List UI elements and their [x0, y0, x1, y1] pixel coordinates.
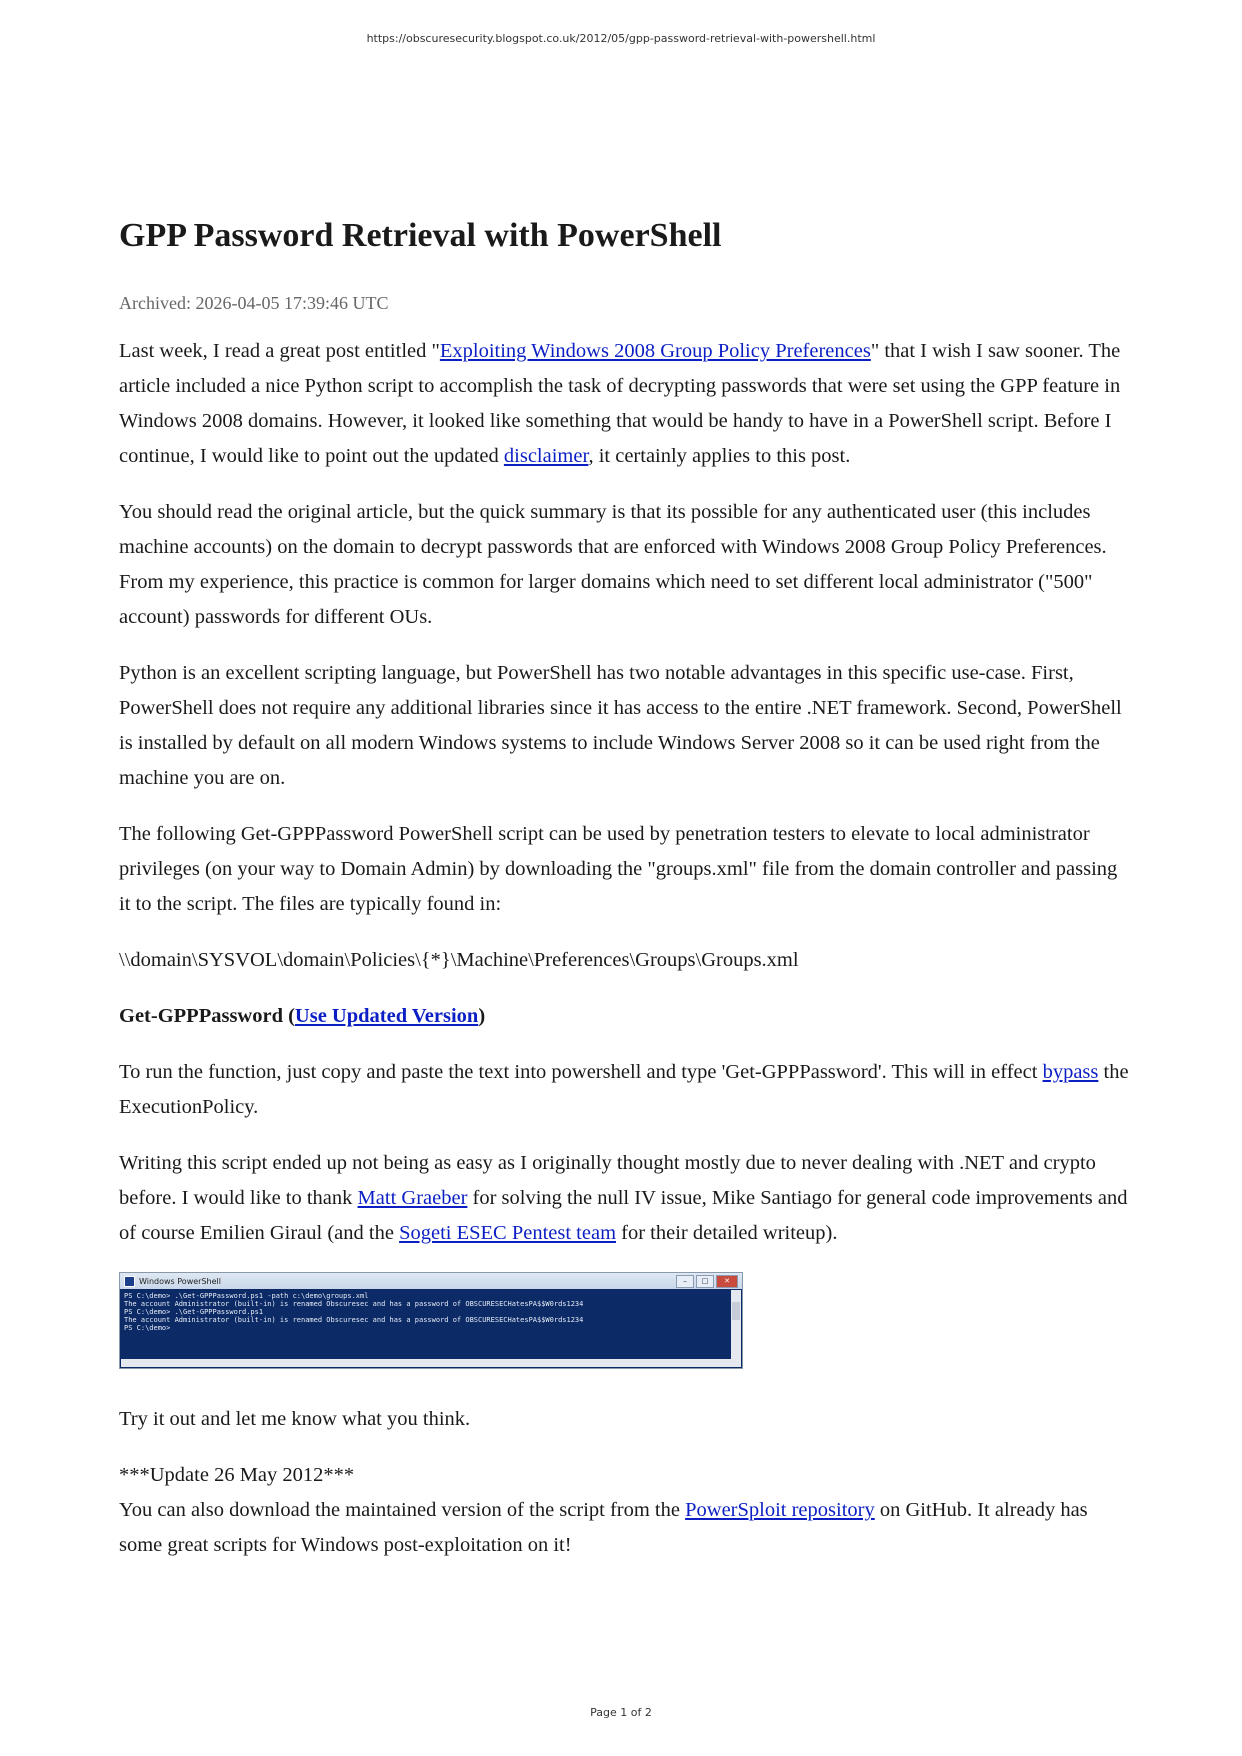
intro-text-1: Last week, I read a great post entitled " — [119, 340, 440, 362]
vertical-scrollbar — [731, 1290, 741, 1367]
link-sogeti-esec[interactable]: Sogeti ESEC Pentest team — [399, 1222, 617, 1244]
link-exploiting-gpp[interactable]: Exploiting Windows 2008 Group Policy Preferences — [439, 340, 871, 362]
paragraph-intro — [119, 334, 1129, 474]
intro-text-3: , it certainly applies to this post. — [588, 445, 851, 467]
powershell-window-title: Windows PowerShell — [139, 1276, 221, 1286]
console-line: PS C:\demo> .\Get-GPPPassword.ps1 — [124, 1308, 264, 1316]
page-title: GPP Password Retrieval with PowerShell — [119, 217, 722, 254]
paragraph-python-vs-powershell: Python is an excellent scripting language, but PowerShell has two notable advantages in this specific use-case. First, PowerShell does not require any additional libraries since it has access to the entire .NET framework. Second, PowerShell is installed by default on all modern Windows systems to include Windows Server 2008 so it can be used right from the machine you are on. — [119, 662, 1122, 789]
link-disclaimer[interactable]: disclaimer — [503, 445, 589, 467]
minimize-icon: – — [676, 1275, 694, 1288]
run-text-2: the ExecutionPolicy. — [119, 1061, 1129, 1118]
paragraph-thanks — [119, 1146, 1129, 1251]
intro-text-2: " that I wish I saw sooner. The article included a nice Python script to accomplish the task of decrypting passwords that were set using the GPP feature in Windows 2008 domains. However, it looked like something that would be handy to have in a PowerShell script. Before I continue, I would like to point out the updated — [119, 340, 1121, 467]
script-heading-text-1: Get-GPPPassword ( — [119, 1005, 295, 1027]
paragraph-run-function — [119, 1055, 1129, 1125]
update-heading: ***Update 26 May 2012*** — [119, 1464, 355, 1486]
maximize-icon: □ — [696, 1275, 714, 1288]
archived-timestamp: Archived: 2026-04-05 17:39:46 UTC — [119, 293, 389, 313]
console-line: PS C:\demo> .\Get-GPPPassword.ps1 -path c:\demo\groups.xml — [124, 1292, 369, 1300]
thanks-text-1: Writing this script ended up not being as easy as I originally thought mostly due to never dealing with .NET and crypto before. I would like to thank — [119, 1152, 1096, 1209]
page-url-header: https://obscuresecurity.blogspot.co.uk/2012/05/gpp-password-retrieval-with-powershell.html — [366, 32, 876, 45]
console-line: The account Administrator (built-in) is renamed Obscuresec and has a password of OBSCURESECHatesPA$$W0rds1234 — [124, 1316, 584, 1324]
run-text-1: To run the function, just copy and paste the text into powershell and type 'Get-GPPPassword'. This will in effect — [119, 1061, 1043, 1083]
powershell-titlebar — [120, 1273, 742, 1289]
link-bypass[interactable]: bypass — [1042, 1061, 1099, 1083]
powershell-console-output — [120, 1289, 742, 1332]
article — [119, 214, 1129, 1563]
horizontal-scrollbar — [121, 1359, 731, 1367]
link-matt-graeber[interactable]: Matt Graeber — [357, 1187, 468, 1209]
window-controls — [676, 1275, 738, 1288]
console-line: The account Administrator (built-in) is renamed Obscuresec and has a password of OBSCURESECHatesPA$$W0rds1234 — [124, 1300, 584, 1308]
groups-xml-path: \\domain\SYSVOL\domain\Policies\{*}\Machine\Preferences\Groups\Groups.xml — [119, 949, 799, 971]
scrollbar-thumb — [732, 1302, 740, 1320]
update-text-2: on GitHub. It already has some great scripts for Windows post-exploitation on it! — [119, 1499, 1088, 1556]
link-powersploit-repository[interactable]: PowerSploit repository — [685, 1499, 875, 1521]
thanks-text-2: for solving the null IV issue, Mike Santiago for general code improvements and of course Emilien Giraul (and the — [119, 1187, 1128, 1244]
page-number-footer: Page 1 of 2 — [590, 1706, 652, 1719]
script-heading — [119, 999, 1129, 1034]
thanks-text-3: for their detailed writeup). — [616, 1222, 838, 1244]
script-heading-text-2: ) — [478, 1005, 486, 1027]
update-section — [119, 1458, 1129, 1563]
close-icon: ✕ — [716, 1275, 738, 1288]
paragraph-try-it-out: Try it out and let me know what you think. — [119, 1408, 471, 1430]
paragraph-get-gpppassword: The following Get-GPPPassword PowerShell script can be used by penetration testers to elevate to local administrator privileges (on your way to Domain Admin) by downloading the "groups.xml" file from the domain controller and passing it to the script. The files are typically found in: — [119, 823, 1118, 915]
powershell-app-icon — [124, 1276, 135, 1287]
link-use-updated-version[interactable]: Use Updated Version — [294, 1005, 479, 1027]
powershell-screenshot — [119, 1272, 743, 1369]
paragraph-summary: You should read the original article, but the quick summary is that its possible for any authenticated user (this includes machine accounts) on the domain to decrypt passwords that are enforced with Windows 2008 Group Policy Preferences. From my experience, this practice is common for larger domains which need to set different local administrator ("500" account) passwords for different OUs. — [119, 501, 1107, 628]
console-line: PS C:\demo> — [124, 1324, 171, 1332]
update-text-1: You can also download the maintained version of the script from the — [119, 1499, 686, 1521]
